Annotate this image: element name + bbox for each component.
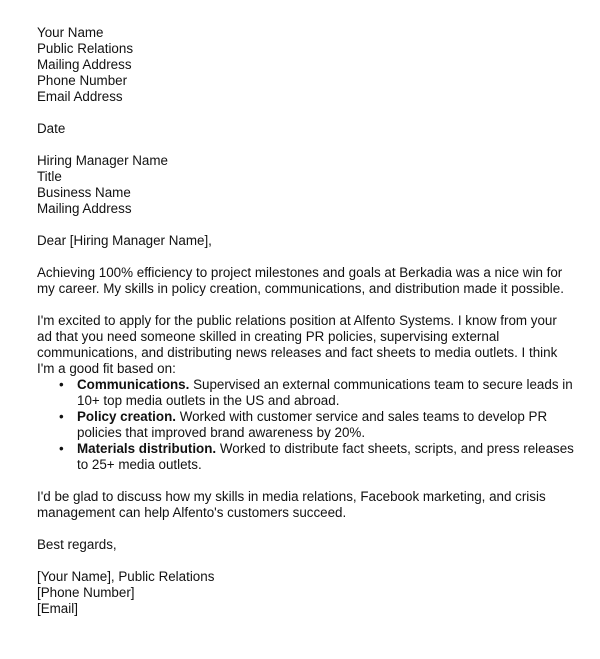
bullet-icon: •: [59, 409, 64, 424]
bullet-text: Worked to distribute fact sheets, scripts, and press releases: [216, 441, 574, 456]
sender-block: [37, 25, 567, 105]
paragraph-line: Achieving 100% efficiency to project milestones and goals at Berkadia was a nice win for: [37, 265, 563, 280]
bullet-icon: •: [59, 441, 64, 456]
sender-mailing-address: Mailing Address: [37, 57, 132, 72]
bullet-title: Policy creation.: [77, 409, 176, 424]
paragraph-line: management can help Alfento's customers succeed.: [37, 505, 347, 520]
paragraph-line: I'm a good fit based on:: [37, 361, 176, 376]
paragraph-line: communications, and distributing news releases and fact sheets to media outlets. I think: [37, 345, 558, 360]
salutation: Dear [Hiring Manager Name],: [37, 233, 212, 248]
skills-list: [37, 377, 574, 473]
closing: Best regards,: [37, 537, 117, 552]
signature-email: [Email]: [37, 601, 78, 616]
paragraph-line: ad that you need someone skilled in creating PR policies, supervising external: [37, 329, 500, 344]
signature-block: [37, 569, 567, 617]
bullet-text: policies that improved brand awareness by 20%.: [77, 425, 366, 440]
list-item: [37, 377, 573, 409]
sender-phone: Phone Number: [37, 73, 128, 88]
paragraph-line: I'd be glad to discuss how my skills in media relations, Facebook marketing, and crisis: [37, 489, 546, 504]
list-item: [37, 409, 567, 441]
cover-letter: [37, 25, 574, 617]
sender-department: Public Relations: [37, 41, 134, 56]
paragraph-closing: [37, 489, 567, 521]
recipient-name: Hiring Manager Name: [37, 153, 168, 168]
bullet-title: Materials distribution.: [77, 441, 217, 456]
signature-name: [Your Name], Public Relations: [37, 569, 215, 584]
paragraph-line: my career. My skills in policy creation, communications, and distribution made it possible.: [37, 281, 564, 296]
recipient-block: [37, 153, 567, 217]
letter-date: Date: [37, 121, 66, 136]
recipient-business: Business Name: [37, 185, 131, 200]
bullet-text: Supervised an external communications team to secure leads in: [189, 377, 573, 392]
paragraph-interest: [37, 313, 567, 377]
paragraph-achievement: [37, 265, 567, 297]
paragraph-line: I'm excited to apply for the public relations position at Alfento Systems. I know from your: [37, 313, 557, 328]
bullet-text: to 25+ media outlets.: [77, 457, 202, 472]
bullet-icon: •: [59, 377, 64, 392]
bullet-text: 10+ top media outlets in the US and abroad.: [77, 393, 340, 408]
sender-email: Email Address: [37, 89, 123, 104]
bullet-text: Worked with customer service and sales teams to develop PR: [175, 409, 548, 424]
recipient-mailing-address: Mailing Address: [37, 201, 132, 216]
bullet-title: Communications.: [77, 377, 190, 392]
recipient-title: Title: [37, 169, 62, 184]
list-item: [37, 441, 574, 473]
sender-name: Your Name: [37, 25, 104, 40]
signature-phone: [Phone Number]: [37, 585, 135, 600]
